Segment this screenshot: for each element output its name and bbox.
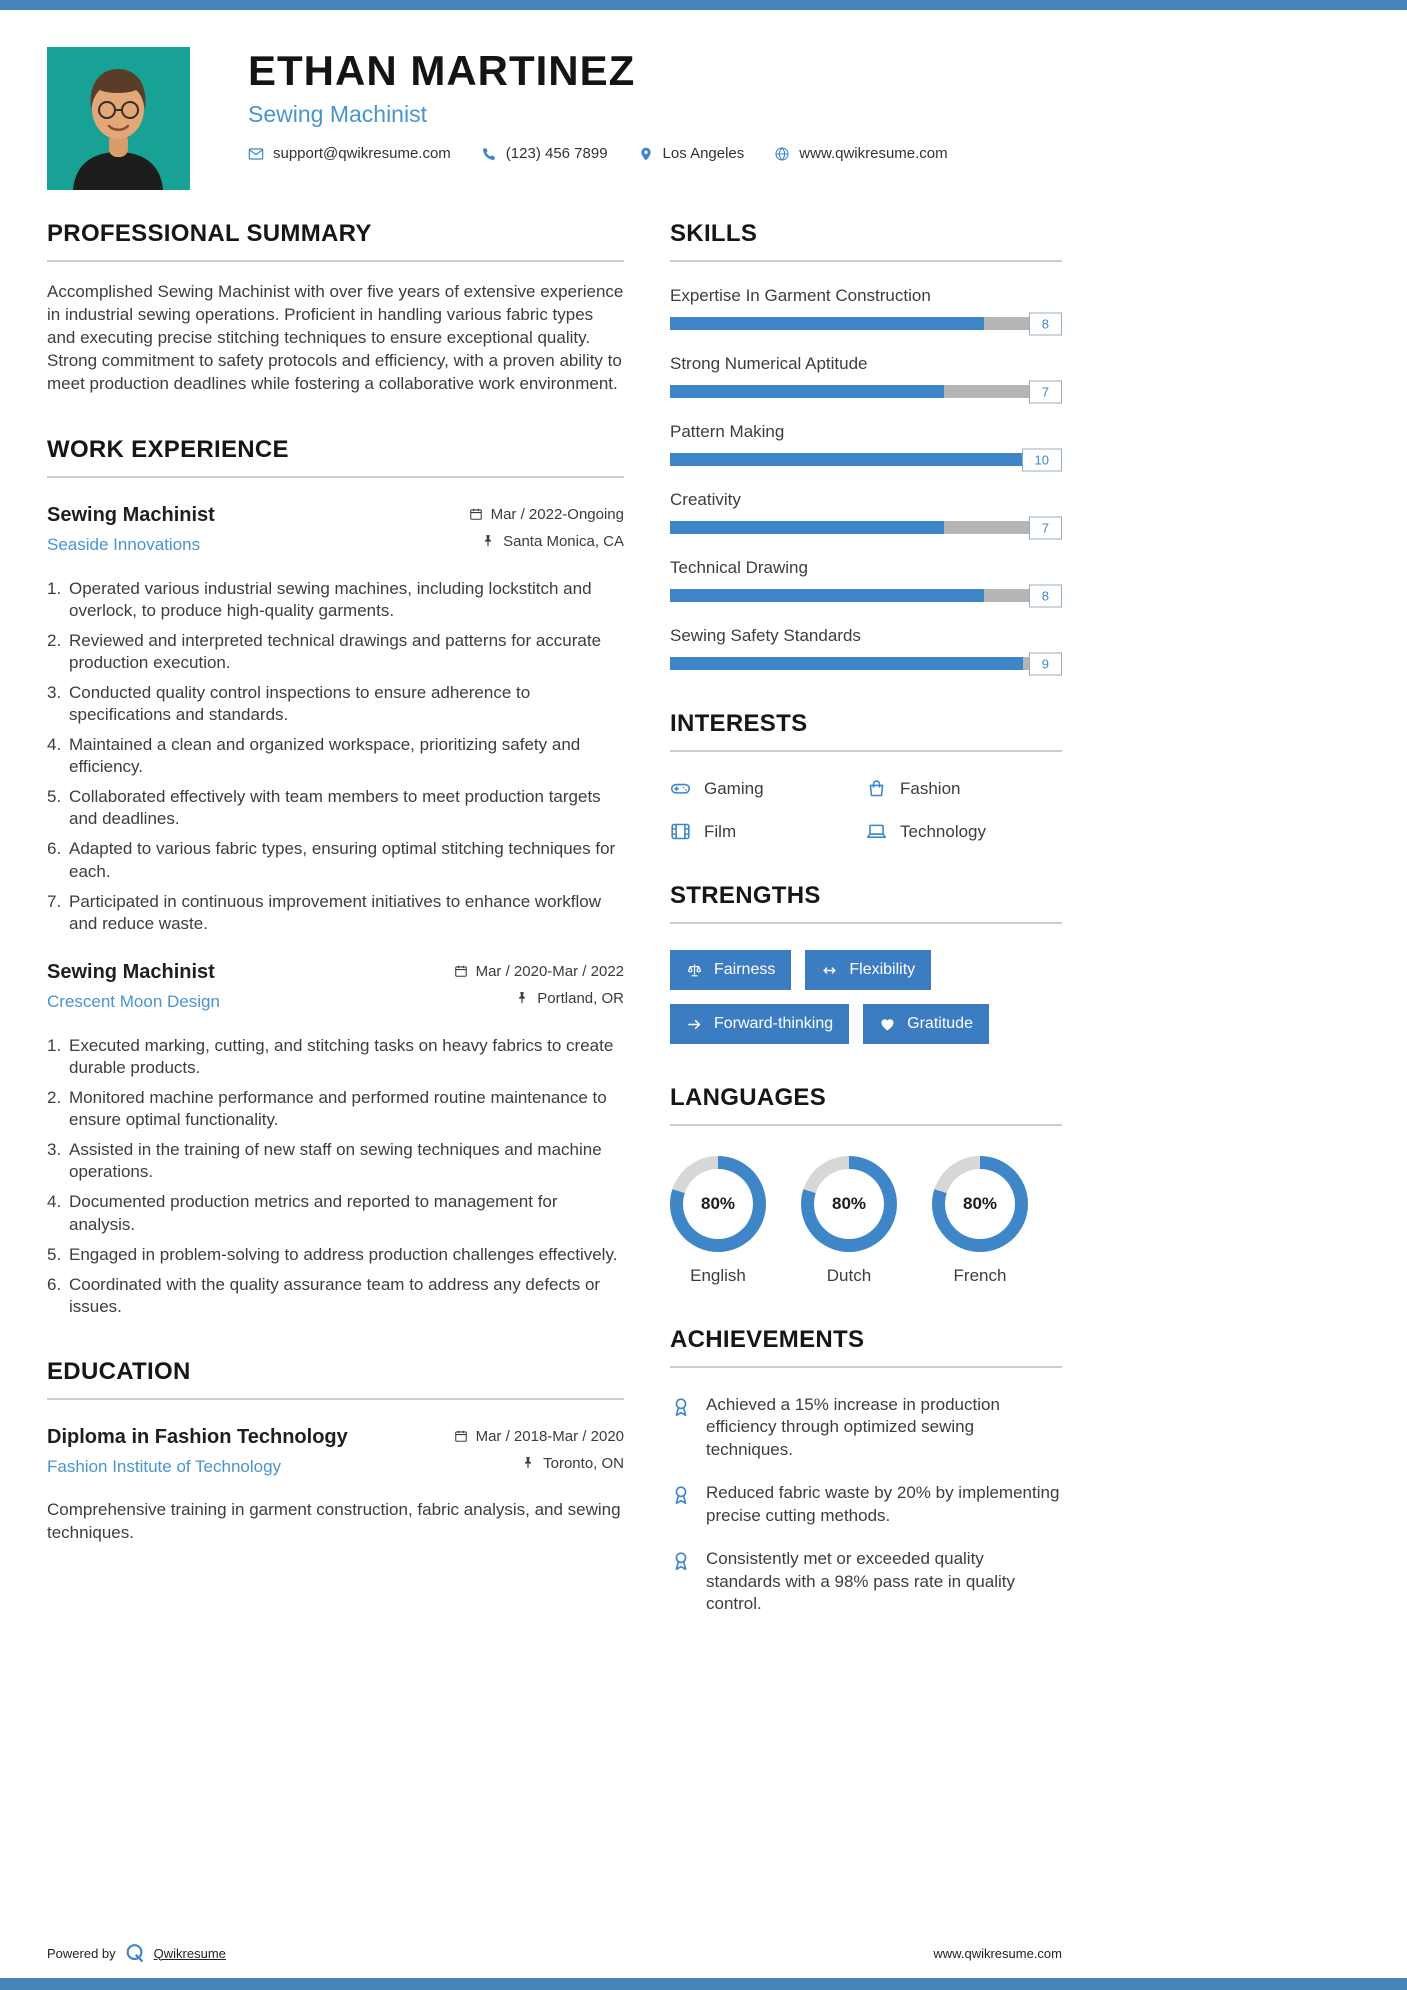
calendar-icon bbox=[469, 507, 483, 521]
left-column bbox=[47, 220, 624, 1637]
skill-score-badge: 7 bbox=[1029, 516, 1062, 539]
job-date-text: Mar / 2022-Ongoing bbox=[490, 505, 624, 523]
interest-label: Film bbox=[704, 821, 737, 841]
job-bullets bbox=[47, 1035, 624, 1318]
person-name: ETHAN MARTINEZ bbox=[248, 47, 636, 94]
laptop-icon bbox=[866, 821, 887, 842]
phone-icon bbox=[481, 146, 497, 162]
education-location-text: Toronto, ON bbox=[543, 1454, 624, 1472]
calendar-icon bbox=[454, 964, 468, 978]
skill-bar bbox=[670, 657, 1062, 670]
job-bullets bbox=[47, 578, 624, 935]
language-percent: 80% bbox=[945, 1169, 1015, 1239]
pushpin-icon bbox=[481, 534, 495, 548]
job-header bbox=[47, 961, 624, 1017]
achievement-item bbox=[670, 1482, 1062, 1527]
skills-list bbox=[670, 286, 1062, 670]
job-bullet: Executed marking, cutting, and stitching tasks on heavy fabrics to create durable products. bbox=[69, 1035, 614, 1077]
powered-by-label: Powered by bbox=[47, 1945, 116, 1961]
skills-heading: SKILLS bbox=[670, 220, 1062, 262]
section-languages bbox=[670, 1084, 1062, 1286]
left-right-arrow-icon bbox=[821, 962, 838, 979]
skill-fill bbox=[670, 453, 1062, 466]
languages-heading: LANGUAGES bbox=[670, 1084, 1062, 1126]
skill-bar bbox=[670, 317, 1062, 330]
strength-label: Gratitude bbox=[907, 1015, 973, 1032]
contact-location bbox=[638, 145, 745, 162]
contact-phone[interactable] bbox=[481, 145, 608, 162]
achievement-item bbox=[670, 1548, 1062, 1615]
education-meta bbox=[454, 1426, 624, 1482]
calendar-icon bbox=[454, 1429, 468, 1443]
section-interests bbox=[670, 710, 1062, 842]
education-location bbox=[454, 1455, 624, 1472]
job-entry bbox=[47, 504, 624, 935]
strength-label: Forward-thinking bbox=[714, 1015, 834, 1032]
job-location-text: Santa Monica, CA bbox=[503, 532, 624, 550]
interest-item bbox=[866, 778, 1062, 799]
interest-label: Fashion bbox=[900, 778, 961, 798]
language-name: Dutch bbox=[826, 1266, 872, 1285]
skill-bar bbox=[670, 521, 1062, 534]
job-bullet: Reviewed and interpreted technical drawings and patterns for accurate production execution. bbox=[69, 630, 602, 672]
job-bullet: Engaged in problem-solving to address production challenges effectively. bbox=[69, 1244, 618, 1264]
section-education bbox=[47, 1358, 624, 1544]
award-icon bbox=[670, 1396, 692, 1461]
skill-name: Sewing Safety Standards bbox=[670, 626, 861, 645]
language-percent: 80% bbox=[814, 1169, 884, 1239]
summary-heading: PROFESSIONAL SUMMARY bbox=[47, 220, 624, 262]
education-school-link[interactable]: Fashion Institute of Technology bbox=[47, 1456, 282, 1476]
job-bullet: Conducted quality control inspections to ensure adherence to specifications and standards. bbox=[69, 682, 531, 725]
skill-item bbox=[670, 286, 1062, 330]
section-skills bbox=[670, 220, 1062, 670]
skill-fill bbox=[670, 589, 984, 602]
job-bullet: Monitored machine performance and performed routine maintenance to ensure optimal functionality. bbox=[69, 1088, 607, 1130]
skill-fill bbox=[670, 657, 1023, 670]
skill-score-badge: 8 bbox=[1029, 584, 1062, 607]
footer bbox=[47, 1942, 1062, 1964]
language-name: English bbox=[690, 1266, 746, 1285]
achievement-text: Achieved a 15% increase in production efficiency through optimized sewing techniques. bbox=[706, 1395, 1000, 1459]
skill-item bbox=[670, 558, 1062, 602]
scales-icon bbox=[686, 962, 703, 979]
job-bullet: Documented production metrics and reported to management for analysis. bbox=[69, 1192, 558, 1234]
skill-bar bbox=[670, 453, 1062, 466]
skill-name: Expertise In Garment Construction bbox=[670, 286, 931, 305]
qwikresume-link[interactable]: Qwikresume bbox=[153, 1945, 226, 1961]
header-info bbox=[248, 47, 948, 190]
skill-name: Technical Drawing bbox=[670, 558, 808, 577]
job-location bbox=[454, 990, 624, 1007]
strength-label: Fairness bbox=[714, 961, 776, 978]
skill-fill bbox=[670, 317, 984, 330]
education-heading: EDUCATION bbox=[47, 1358, 624, 1400]
heart-icon bbox=[879, 1016, 896, 1033]
globe-icon bbox=[774, 146, 790, 162]
job-bullet: Collaborated effectively with team members to meet production targets and deadlines. bbox=[69, 787, 601, 829]
job-date bbox=[469, 506, 624, 523]
language-progress-ring bbox=[932, 1156, 1028, 1252]
skill-bar bbox=[670, 589, 1062, 602]
education-header bbox=[47, 1426, 624, 1482]
footer-branding bbox=[47, 1942, 226, 1964]
skill-name: Creativity bbox=[670, 490, 741, 509]
interest-item bbox=[866, 821, 1062, 842]
job-date-text: Mar / 2020-Mar / 2022 bbox=[475, 962, 624, 980]
achievement-text: Consistently met or exceeded quality standards with a 98% pass rate in quality control. bbox=[706, 1549, 1016, 1614]
contact-website[interactable] bbox=[774, 145, 947, 162]
skill-name: Pattern Making bbox=[670, 422, 785, 441]
section-achievements bbox=[670, 1326, 1062, 1616]
education-entry bbox=[47, 1426, 624, 1544]
job-bullet: Adapted to various fabric types, ensuring optimal stitching techniques for each. bbox=[69, 839, 616, 881]
interest-item bbox=[670, 778, 866, 799]
contact-location-text: Los Angeles bbox=[662, 145, 745, 163]
education-degree: Diploma in Fashion Technology bbox=[47, 1425, 348, 1448]
language-name: French bbox=[953, 1266, 1007, 1285]
strength-pill bbox=[863, 1004, 989, 1044]
job-title: Sewing Machinist bbox=[47, 960, 215, 983]
pushpin-icon bbox=[515, 991, 529, 1005]
job-location-text: Portland, OR bbox=[537, 989, 624, 1007]
location-pin-icon bbox=[638, 146, 654, 162]
strengths-heading: STRENGTHS bbox=[670, 882, 1062, 924]
bottom-accent-bar bbox=[0, 1978, 1407, 1990]
skill-item bbox=[670, 490, 1062, 534]
interests-heading: INTERESTS bbox=[670, 710, 1062, 752]
award-icon bbox=[670, 1484, 692, 1527]
strength-pill bbox=[805, 950, 931, 990]
skill-score-badge: 9 bbox=[1029, 652, 1062, 675]
handbag-icon bbox=[866, 778, 887, 799]
interest-label: Gaming bbox=[704, 778, 764, 798]
avatar bbox=[47, 47, 190, 190]
language-item bbox=[932, 1156, 1028, 1286]
job-bullet: Assisted in the training of new staff on sewing techniques and machine operations. bbox=[69, 1140, 602, 1182]
summary-text: Accomplished Sewing Machinist with over five years of extensive experience in industrial sewing operations. Proficient in handling various fabric types and executing precise stitching techniques to ensure exceptional quality. Strong commitment to safety protocols and efficiency, with a proven ability to meet production deadlines while fostering a collaborative work environment. bbox=[47, 282, 624, 394]
skill-score-badge: 8 bbox=[1029, 312, 1062, 335]
language-progress-ring bbox=[801, 1156, 897, 1252]
contact-phone-text: (123) 456 7899 bbox=[505, 145, 608, 163]
interest-label: Technology bbox=[900, 821, 987, 841]
language-item bbox=[670, 1156, 766, 1286]
job-meta bbox=[469, 504, 624, 560]
contact-email-text: support@qwikresume.com bbox=[273, 145, 451, 163]
film-icon bbox=[670, 821, 691, 842]
profile-photo bbox=[47, 47, 190, 190]
interest-item bbox=[670, 821, 866, 842]
skill-fill bbox=[670, 521, 944, 534]
job-meta bbox=[454, 961, 624, 1017]
skill-fill bbox=[670, 385, 944, 398]
job-header bbox=[47, 504, 624, 560]
languages-list bbox=[670, 1156, 1062, 1286]
job-title: Sewing Machinist bbox=[47, 503, 215, 526]
job-date bbox=[454, 963, 624, 980]
language-percent: 80% bbox=[683, 1169, 753, 1239]
header bbox=[47, 0, 1062, 190]
strength-label: Flexibility bbox=[849, 961, 916, 978]
person-job-title: Sewing Machinist bbox=[248, 101, 427, 128]
skill-name: Strong Numerical Aptitude bbox=[670, 354, 868, 373]
email-icon bbox=[248, 146, 264, 162]
skill-item bbox=[670, 626, 1062, 670]
job-company-link[interactable]: Seaside Innovations bbox=[47, 534, 201, 554]
skill-item bbox=[670, 422, 1062, 466]
skill-score-badge: 7 bbox=[1029, 380, 1062, 403]
education-date bbox=[454, 1428, 624, 1445]
job-bullet: Operated various industrial sewing machines, including lockstitch and overlock, to produce high-quality garments. bbox=[69, 578, 592, 620]
contact-website-text: www.qwikresume.com bbox=[799, 145, 948, 163]
education-description: Comprehensive training in garment construction, fabric analysis, and sewing techniques. bbox=[47, 1499, 621, 1542]
achievements-heading: ACHIEVEMENTS bbox=[670, 1326, 1062, 1368]
award-icon bbox=[670, 1550, 692, 1615]
gamepad-icon bbox=[670, 778, 691, 799]
pushpin-icon bbox=[521, 1456, 535, 1470]
work-heading: WORK EXPERIENCE bbox=[47, 436, 624, 478]
skill-score-badge: 10 bbox=[1022, 448, 1062, 471]
interests-list bbox=[670, 778, 1062, 842]
job-bullet: Participated in continuous improvement initiatives to enhance workflow and reduce waste. bbox=[69, 891, 601, 933]
job-bullet: Coordinated with the quality assurance team to address any defects or issues. bbox=[69, 1274, 601, 1316]
section-strengths bbox=[670, 882, 1062, 1044]
language-progress-ring bbox=[670, 1156, 766, 1252]
footer-website: www.qwikresume.com bbox=[933, 1945, 1062, 1961]
job-company-link[interactable]: Crescent Moon Design bbox=[47, 991, 220, 1011]
job-location bbox=[469, 533, 624, 550]
strength-pill bbox=[670, 1004, 849, 1044]
job-entry bbox=[47, 961, 624, 1318]
skill-bar bbox=[670, 385, 1062, 398]
two-column-layout bbox=[47, 220, 1062, 1637]
resume-content bbox=[47, 0, 1062, 1637]
qwikresume-logo-icon bbox=[124, 1942, 146, 1964]
contact-row bbox=[248, 145, 948, 162]
strength-pill bbox=[670, 950, 791, 990]
achievement-item bbox=[670, 1394, 1062, 1461]
contact-email[interactable] bbox=[248, 145, 451, 162]
language-item bbox=[801, 1156, 897, 1286]
achievements-list bbox=[670, 1394, 1062, 1616]
education-date-text: Mar / 2018-Mar / 2020 bbox=[475, 1427, 624, 1445]
achievement-text: Reduced fabric waste by 20% by implementing precise cutting methods. bbox=[706, 1483, 1060, 1525]
section-professional-summary bbox=[47, 220, 624, 396]
arrow-right-icon bbox=[686, 1016, 703, 1033]
right-column bbox=[670, 220, 1062, 1637]
job-bullet: Maintained a clean and organized workspace, prioritizing safety and efficiency. bbox=[69, 735, 581, 777]
section-work-experience bbox=[47, 436, 624, 1318]
skill-item bbox=[670, 354, 1062, 398]
strengths-list bbox=[670, 950, 1062, 1044]
